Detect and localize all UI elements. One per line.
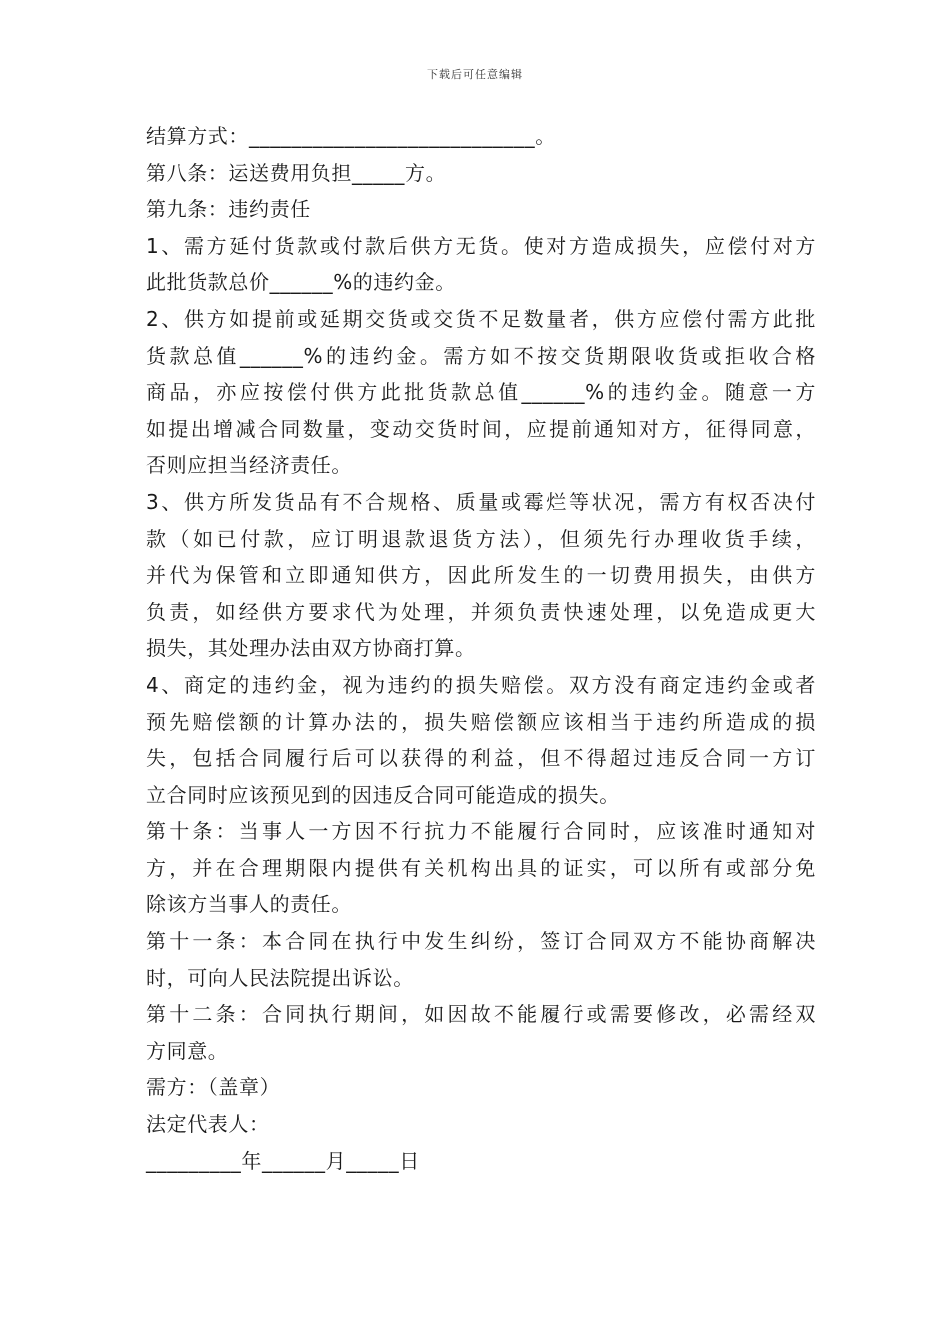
text-line: 立合同时应该预见到的因违反合同可能造成的损失。 bbox=[146, 782, 620, 807]
text-line: 如提出增减合同数量，变动交货时间，应提前通知对方，征得同意， bbox=[146, 416, 816, 441]
text-line: 损失，其处理办法由双方协商打算。 bbox=[146, 636, 476, 661]
text-line: 此批货款总价______%的违约金。 bbox=[146, 270, 456, 295]
text-line: 第十一条：本合同在执行中发生纠纷，签订合同双方不能协商解决 bbox=[146, 929, 816, 954]
text-line: 第九条：违约责任 bbox=[146, 197, 311, 222]
text-line: 1、需方延付货款或付款后供方无货。使对方造成损失，应偿付对方 bbox=[146, 233, 816, 258]
text-line: 第八条：运送费用负担_____方。 bbox=[146, 160, 447, 185]
text-line: 预先赔偿额的计算办法的，损失赔偿额应该相当于违约所造成的损 bbox=[146, 709, 816, 734]
text-line: 并代为保管和立即通知供方，因此所发生的一切费用损失，由供方 bbox=[146, 563, 816, 588]
text-line: 款（如已付款，应订明退款退货方法），但须先行办理收货手续， bbox=[146, 526, 816, 551]
text-line: 失，包括合同履行后可以获得的利益，但不得超过违反合同一方订 bbox=[146, 746, 816, 771]
text-line: 结算方式：___________________________。 bbox=[146, 124, 556, 148]
text-line: 法定代表人： bbox=[146, 1112, 270, 1137]
text-line: _________年______月_____日 bbox=[146, 1148, 420, 1173]
text-line: 货款总值______%的违约金。需方如不按交货期限收货或拒收合格 bbox=[146, 343, 816, 368]
text-line: 方同意。 bbox=[146, 1038, 229, 1063]
text-line: 需方：（盖章） bbox=[146, 1075, 281, 1100]
text-line: 方，并在合理期限内提供有关机构出具的证实，可以所有或部分免 bbox=[146, 855, 816, 880]
text-line: 2、供方如提前或延期交货或交货不足数量者，供方应偿付需方此批 bbox=[146, 306, 816, 331]
text-line: 4、商定的违约金，视为违约的损失赔偿。双方没有商定违约金或者 bbox=[146, 672, 816, 697]
document-body bbox=[146, 118, 816, 1179]
page-header: 下载后可任意编辑 bbox=[427, 68, 523, 81]
text-line: 除该方当事人的责任。 bbox=[146, 892, 352, 917]
text-line: 第十条：当事人一方因不行抗力不能履行合同时，应该准时通知对 bbox=[146, 819, 816, 844]
text-line: 时，可向人民法院提出诉讼。 bbox=[146, 965, 414, 990]
text-line: 3、供方所发货品有不合规格、质量或霉烂等状况，需方有权否决付 bbox=[146, 489, 816, 514]
text-line: 负责，如经供方要求代为处理，并须负责快速处理，以免造成更大 bbox=[146, 599, 816, 624]
text-line: 否则应担当经济责任。 bbox=[146, 453, 352, 478]
text-line: 第十二条：合同执行期间，如因故不能履行或需要修改，必需经双 bbox=[146, 1002, 816, 1027]
text-line: 商品，亦应按偿付供方此批货款总值______%的违约金。随意一方 bbox=[146, 380, 816, 405]
